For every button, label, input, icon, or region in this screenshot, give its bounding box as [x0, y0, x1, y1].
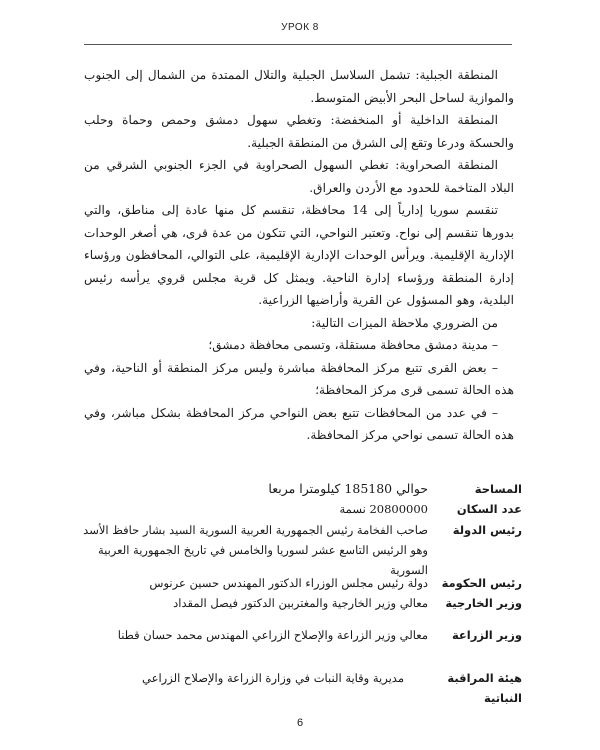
paragraph-mountain-region: المنطقة الجبلية: تشمل السلاسل الجبلية والتلال الممتدة من الشمال إلى الجنوب والموازية لساحل البحر الأبيض المتوسط.	[84, 68, 514, 105]
info-value-foreign-minister: معالي وزير الخارجية والمغتربين الدكتور فيصل المقداد	[173, 596, 428, 610]
paragraph-desert-region: المنطقة الصحراوية: تغطي السهول الصحراوية في الجزء الجنوبي الشرقي من البلاد المتاخمة للحدود مع الأردن والعراق.	[84, 158, 514, 195]
info-label-area: المساحة	[474, 482, 522, 496]
info-value-head-of-state: صاحب الفخامة رئيس الجمهورية العربية السورية السيد بشار حافظ الأسد وهو الرئيس التاسع عشر لسوريا والخامس في تاريخ الجمهورية العربية السورية	[83, 523, 428, 577]
info-row-head-of-government	[66, 573, 522, 593]
header-divider	[84, 44, 512, 45]
paragraph-features-intro: من الضروري ملاحظة الميزات التالية:	[311, 315, 498, 330]
bullet-districts: – في عدد من المحافظات تتبع بعض النواحي مركز المحافظة بشكل مباشر، وفي هذه الحالة تسمى نواحي مركز المحافظة.	[84, 405, 514, 442]
body-text	[84, 64, 514, 447]
info-label-agriculture-minister: وزير الزراعة	[451, 628, 522, 642]
info-label-population: عدد السكان	[456, 502, 522, 516]
country-info-table	[66, 479, 522, 705]
info-label-head-of-government: رئيس الحكومة	[441, 576, 522, 590]
info-label-foreign-minister: وزير الخارجية	[445, 596, 522, 610]
paragraph-inner-region: المنطقة الداخلية أو المنخفضة: وتغطي سهول دمشق وحمص وحماة وحلب والحسكة ودرعا وتقع إلى الشرق من المنطقة الجبلية.	[84, 113, 514, 150]
info-row-head-of-state	[66, 520, 522, 577]
info-row-foreign-minister	[66, 593, 522, 625]
info-row-population	[66, 499, 522, 520]
info-value-plant-authority: مديرية وقاية النبات في وزارة الزراعة والإصلاح الزراعي	[142, 671, 404, 685]
bullet-villages: – بعض القرى تتبع مركز المحافظة مباشرة وليس مركز المنطقة أو الناحية، وفي هذه الحالة تسمى قرى مركز المحافظة؛	[84, 360, 514, 397]
info-value-population: 20800000 نسمة	[339, 502, 428, 516]
info-row-plant-authority	[66, 668, 522, 705]
info-label-plant-authority: هيئة المراقبة النباتية	[447, 671, 522, 705]
page-number: 6	[296, 717, 304, 729]
info-value-agriculture-minister: معالي وزير الزراعة والإصلاح الزراعي المهندس محمد حسان قطنا	[117, 628, 428, 642]
info-value-area: حوالي 185180 كيلومترا مربعا	[268, 481, 428, 496]
info-label-head-of-state: رئيس الدولة	[452, 523, 522, 537]
info-row-agriculture-minister	[66, 625, 522, 668]
info-value-head-of-government: دولة رئيس مجلس الوزراء الدكتور المهندس حسين عرنوس	[149, 576, 428, 590]
info-row-area	[66, 479, 522, 499]
paragraph-administration: تنقسم سوريا إدارياً إلى 14 محافظة، تنقسم كل منها عادة إلى مناطق، والتي بدورها تنقسم إلى نواح. وتعتبر النواحي، التي تتكون من عدة قرى، هي أصغر الوحدات الإدارية الإقليمية. ويرأس الوحدات الإدارية الإقليمية، على التوالي، المحافظون ورؤساء إدارة المنطقة ورؤساء إدارة الناحية. ويمثل كل قرية مجلس قروي يرأسه رئيس البلدية، وهو المسؤول عن القرية وأراضيها الزراعية.	[84, 203, 514, 307]
bullet-damascus: – مدينة دمشق محافظة مستقلة، وتسمى محافظة دمشق؛	[208, 338, 498, 352]
page-header: УРОК 8	[281, 22, 319, 33]
